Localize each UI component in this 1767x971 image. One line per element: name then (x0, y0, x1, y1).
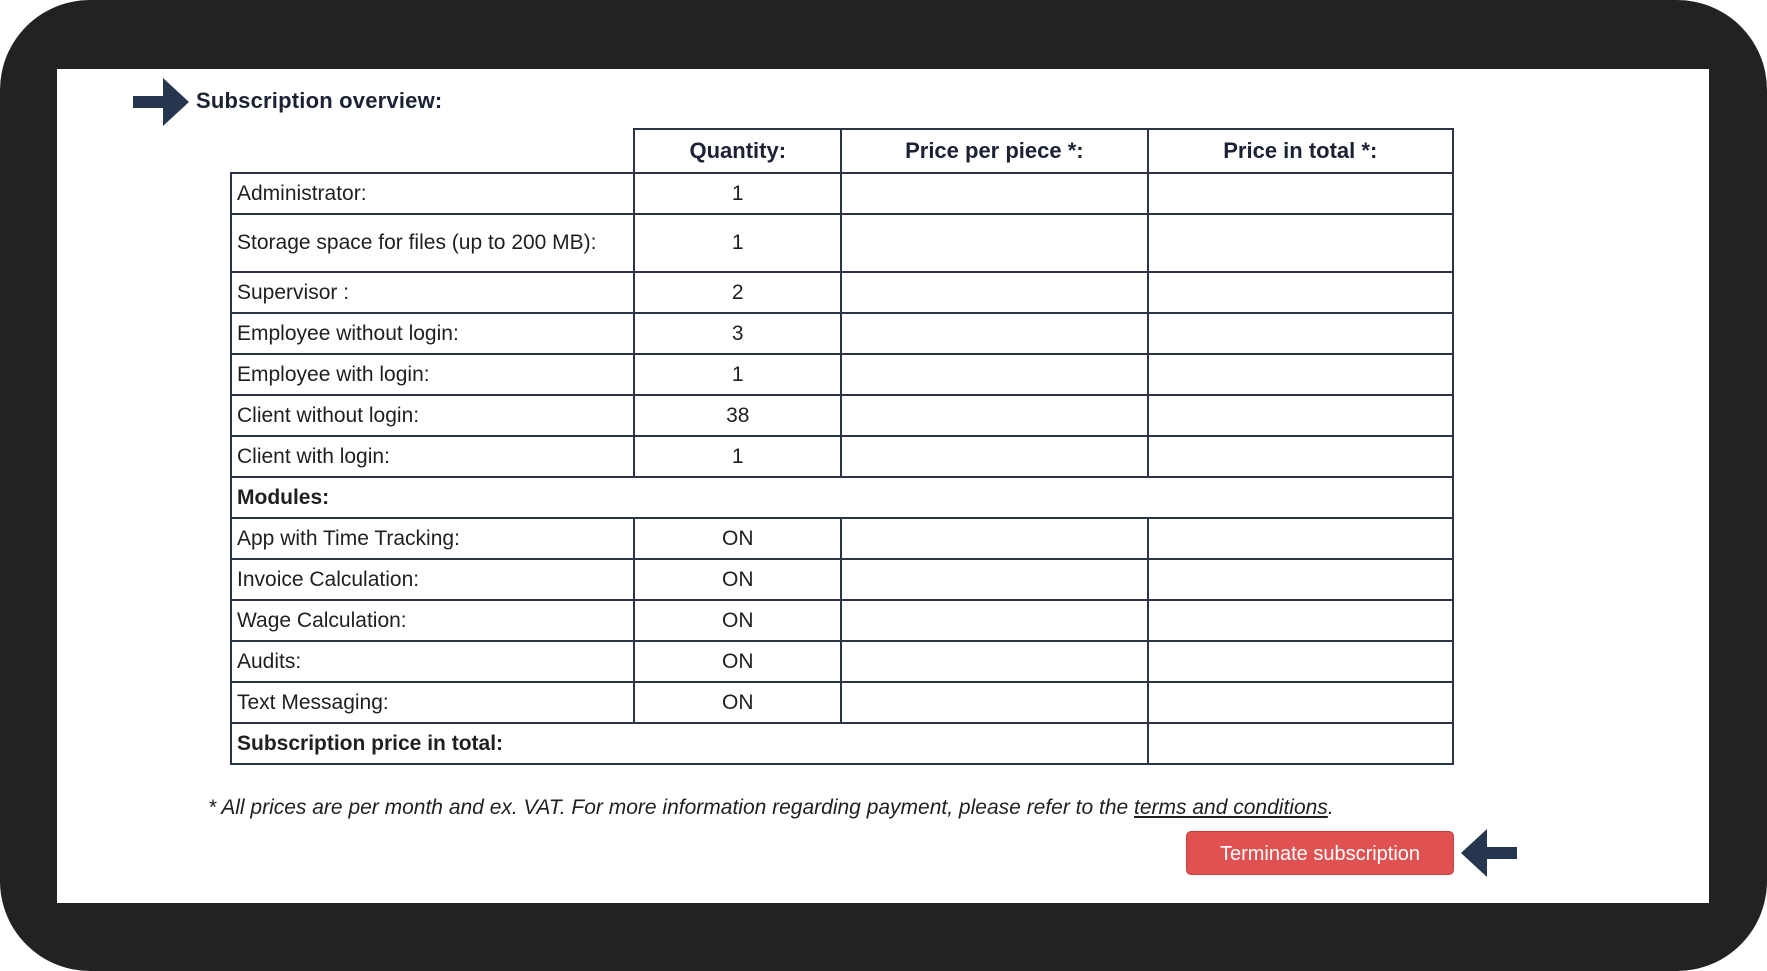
row-price-total (1148, 395, 1453, 436)
row-price-total (1148, 682, 1453, 723)
table-row (231, 313, 1453, 354)
row-quantity: 2 (634, 272, 841, 313)
table-row (231, 272, 1453, 313)
row-price-total (1148, 641, 1453, 682)
header-price-per-piece: Price per piece *: (841, 129, 1147, 173)
row-price-per-piece (841, 518, 1147, 559)
price-note (208, 796, 1334, 820)
total-row (231, 723, 1453, 764)
table-row (231, 600, 1453, 641)
header-quantity: Quantity: (634, 129, 841, 173)
module-status: ON (634, 600, 841, 641)
row-label: Storage space for files (up to 200 MB): (231, 214, 634, 272)
row-price-total (1148, 173, 1453, 214)
terminate-subscription-button[interactable]: Terminate subscription (1186, 831, 1454, 875)
row-price-per-piece (841, 395, 1147, 436)
table-row (231, 436, 1453, 477)
terms-link[interactable]: terms and conditions (1134, 796, 1328, 819)
row-price-per-piece (841, 272, 1147, 313)
page-title: Subscription overview: (196, 88, 443, 113)
row-price-total (1148, 600, 1453, 641)
row-price-per-piece (841, 600, 1147, 641)
total-value (1148, 723, 1453, 764)
row-price-total (1148, 518, 1453, 559)
row-quantity: 3 (634, 313, 841, 354)
row-label: Client without login: (231, 395, 634, 436)
note-end: . (1327, 796, 1334, 819)
module-label: Invoice Calculation: (231, 559, 634, 600)
header-price-in-total: Price in total *: (1148, 129, 1453, 173)
row-quantity: 1 (634, 354, 841, 395)
table-row (231, 214, 1453, 272)
row-label: Employee without login: (231, 313, 634, 354)
total-label: Subscription price in total: (231, 723, 1148, 764)
table-row (231, 173, 1453, 214)
table-row (231, 641, 1453, 682)
row-price-total (1148, 436, 1453, 477)
row-label: Employee with login: (231, 354, 634, 395)
module-label: Text Messaging: (231, 682, 634, 723)
row-price-total (1148, 214, 1453, 272)
subscription-table (230, 128, 1454, 765)
table-row (231, 682, 1453, 723)
row-quantity: 1 (634, 214, 841, 272)
row-quantity: 38 (634, 395, 841, 436)
module-label: Audits: (231, 641, 634, 682)
row-price-per-piece (841, 682, 1147, 723)
row-price-per-piece (841, 313, 1147, 354)
row-price-per-piece (841, 641, 1147, 682)
note-text: * All prices are per month and ex. VAT. For more information regarding payment, please refer to the (208, 796, 1129, 819)
modules-label: Modules: (231, 477, 1453, 518)
row-price-per-piece (841, 173, 1147, 214)
row-price-total (1148, 272, 1453, 313)
row-price-per-piece (841, 354, 1147, 395)
module-label: App with Time Tracking: (231, 518, 634, 559)
module-label: Wage Calculation: (231, 600, 634, 641)
row-price-total (1148, 354, 1453, 395)
table-row (231, 559, 1453, 600)
row-price-total (1148, 559, 1453, 600)
row-quantity: 1 (634, 436, 841, 477)
modules-section-row (231, 477, 1453, 518)
row-price-per-piece (841, 214, 1147, 272)
row-quantity: 1 (634, 173, 841, 214)
table-row (231, 354, 1453, 395)
row-price-per-piece (841, 436, 1147, 477)
module-status: ON (634, 682, 841, 723)
row-label: Administrator: (231, 173, 634, 214)
table-row (231, 518, 1453, 559)
arrow-left-icon (1461, 829, 1517, 877)
row-label: Supervisor : (231, 272, 634, 313)
module-status: ON (634, 641, 841, 682)
table-header-row (231, 129, 1453, 173)
row-price-total (1148, 313, 1453, 354)
module-status: ON (634, 518, 841, 559)
module-status: ON (634, 559, 841, 600)
row-label: Client with login: (231, 436, 634, 477)
table-row (231, 395, 1453, 436)
row-price-per-piece (841, 559, 1147, 600)
arrow-right-icon (133, 78, 189, 126)
